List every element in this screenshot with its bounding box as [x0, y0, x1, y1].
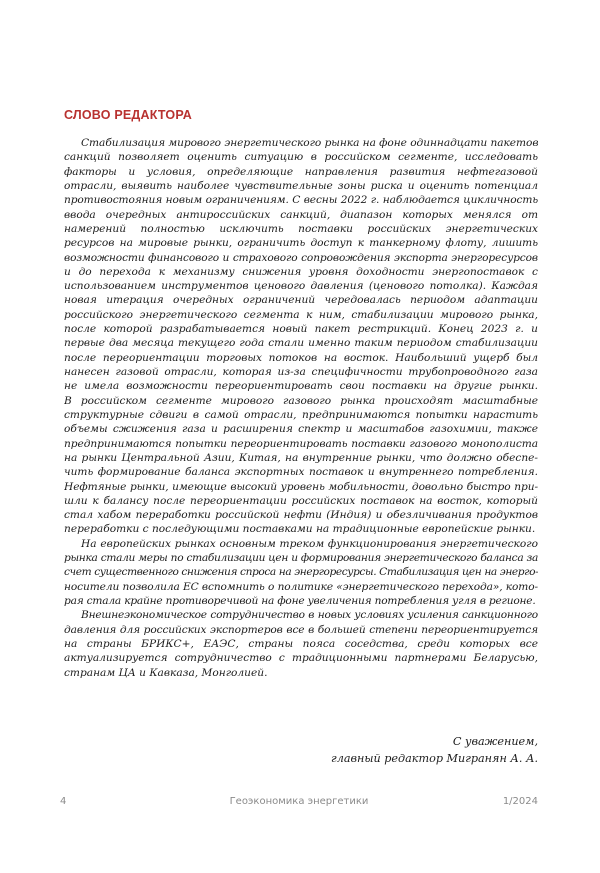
paragraph-3: [64, 608, 538, 680]
text-line: новая итерация очередных ограничений чередовалась периодом адаптации: [64, 294, 538, 307]
text-line: ввода очередных антироссийских санкций, диапазон которых менялся от: [64, 208, 538, 221]
text-line: после которой разрабатывается новый пакет рестрикций. Конец 2023 г. и: [64, 323, 538, 336]
text-line: На европейских рынках основным треком функционирования энергетического: [81, 537, 538, 550]
issue-number: 1/2024: [502, 796, 538, 807]
text-line: и до перехода к механизму снижения уровня доходности энергопоставок с: [64, 265, 538, 278]
text-line: структурные сдвиги в самой отрасли, предпринимаются попытки нарастить: [64, 408, 538, 421]
text-line: факторы и условия, определяющие направления развития нефтегазовой: [64, 165, 538, 178]
text-line: давления для российских экспортеров все в большей степени переориентируется: [64, 623, 538, 636]
text-line: переработки с последующими поставками на традиционные европейские рынки.: [64, 523, 536, 536]
text-line: первые два месяца текущего года стали именно таким периодом стабилизации: [64, 337, 538, 350]
paragraph-1: [64, 136, 538, 537]
text-line: после переориентации торговых потоков на восток. Наибольший ущерб был: [64, 351, 538, 364]
text-line: странам ЦА и Кавказа, Монголией.: [64, 666, 268, 679]
text-line: предпринимаются попытки переориентировать поставки газового монополиста: [64, 437, 538, 450]
text-line: счет существенного снижения спроса на энергоресурсы. Стабилизация цен на энерго-: [64, 566, 538, 579]
text-line: отрасли, выявить наиболее чувствительные зоны риска и оценить потенциал: [64, 179, 538, 192]
editorial-body: [64, 136, 538, 680]
text-line: намерений полностью исключить поставки российских энергетических: [64, 222, 538, 235]
paragraph-2: [64, 537, 538, 609]
text-line: использованием инструментов ценового давления (ценового потолка). Каждая: [64, 280, 538, 293]
text-line: стал хабом переработки российской нефти (Индия) и обезличивания продуктов: [64, 509, 538, 522]
text-line: возможности финансового и страхового сопровождения экспорта энергоресурсов: [64, 251, 538, 264]
text-line: Стабилизация мирового энергетического рынка на фоне одиннадцати пакетов: [81, 137, 538, 149]
page-title: СЛОВО РЕДАКТОРА: [64, 108, 192, 122]
text-line: шли к балансу после переориентации российских поставок на восток, который: [64, 494, 538, 507]
text-line: на рынки Центральной Азии, Китая, на внутренние рынки, что должно обеспе-: [64, 451, 538, 464]
text-line: нанесен газовой отрасли, которая из-за специфичности трубопроводного газа: [64, 366, 538, 378]
journal-title: Геоэкономика энергетики: [229, 796, 369, 807]
signature-greeting: С уважением,: [452, 735, 538, 748]
text-line: ресурсов на мировые рынки, ограничить доступ к танкерному флоту, лишить: [64, 237, 538, 250]
signature-block: [331, 733, 538, 767]
text-line: Внешнеэкономическое сотрудничество в новых условиях усиления санкционного: [81, 609, 538, 622]
text-line: чить формирование баланса экспортных поставок и внутреннего потребления.: [64, 466, 538, 479]
text-line: объемы сжижения газа и расширения спектр и масштабов газохимии, также: [64, 423, 538, 436]
text-line: актуализируется сотрудничество с традиционными партнерами Беларусью,: [64, 652, 538, 665]
text-line: не имела возможности переориентировать свои поставки на другие рынки.: [64, 380, 538, 393]
text-line: рая стала крайне противоречивой на фоне увеличения потребления угля в регионе.: [64, 595, 536, 607]
text-line: противостояния новым ограничениям. С весны 2022 г. наблюдается цикличность: [64, 194, 538, 207]
page-footer: [60, 796, 538, 812]
signature-author: главный редактор Мигранян А. А.: [331, 752, 538, 765]
text-line: санкций позволяет оценить ситуацию в российском сегменте, исследовать: [64, 151, 538, 164]
text-line: на страны БРИКС+, ЕАЭС, страны пояса соседства, среди которых все: [64, 637, 538, 650]
text-line: Нефтяные рынки, имеющие высокий уровень мобильности, довольно быстро при-: [64, 480, 538, 493]
text-line: рынка стали меры по стабилизации цен и формирования энергетического баланса за: [64, 552, 538, 565]
text-line: носители позволила ЕС вспомнить о политике «энергетического перехода», кото-: [64, 580, 538, 593]
text-line: В российском сегменте мирового газового рынка происходят масштабные: [64, 394, 538, 407]
page-number: 4: [60, 796, 67, 807]
text-line: российского энергетического сегмента к ним, стабилизации мирового рынка,: [64, 308, 538, 321]
